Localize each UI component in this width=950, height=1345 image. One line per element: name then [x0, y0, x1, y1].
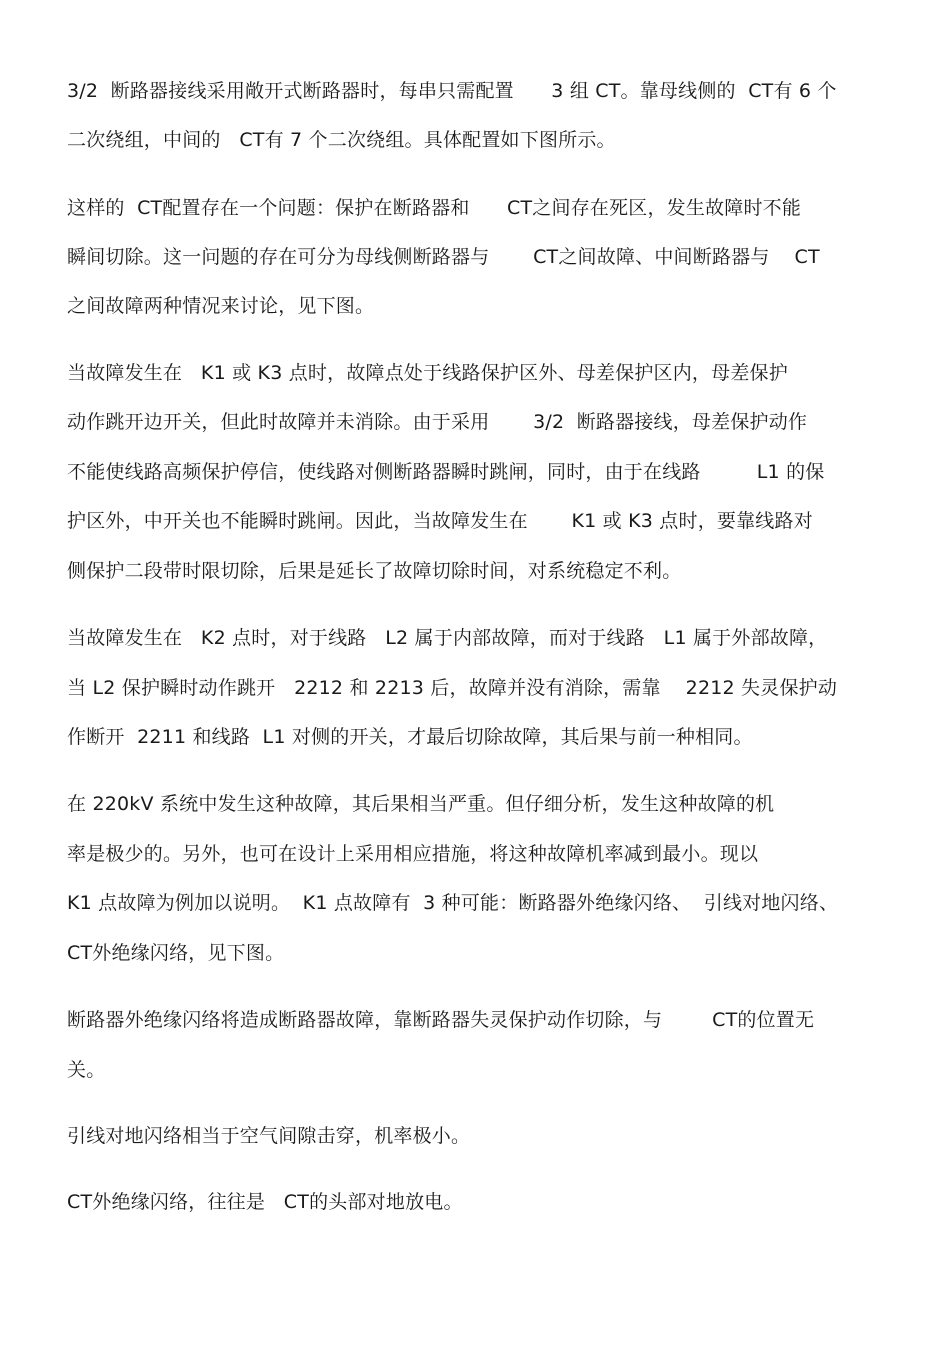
paragraph-3-line-2: 动作跳开边开关，但此时故障并未消除。由于采用 3/2 断路器接线，母差保护动作: [67, 411, 808, 433]
paragraph-2-line-2: 瞬间切除。这一问题的存在可分为母线侧断路器与 CT之间故障、中间断路器与 CT: [67, 246, 820, 268]
paragraph-4-line-3: 作断开 2211 和线路 L1 对侧的开关，才最后切除故障，其后果与前一种相同。: [67, 726, 753, 748]
paragraph-8-line-1: CT外绝缘闪络，往往是 CT的头部对地放电。: [67, 1191, 463, 1213]
paragraph-1-line-1: 3/2 断路器接线采用敞开式断路器时，每串只需配置 3 组 CT。靠母线侧的 CT有 6 个: [67, 80, 837, 102]
paragraph-3-line-1: 当故障发生在 K1 或 K3 点时，故障点处于线路保护区外、母差保护区内，母差保护: [67, 362, 788, 384]
paragraph-5-line-1: 在 220kV 系统中发生这种故障，其后果相当严重。但仔细分析，发生这种故障的机: [67, 793, 775, 815]
paragraph-5-line-4: CT外绝缘闪络，见下图。: [67, 942, 285, 964]
paragraph-3-line-4: 护区外，中开关也不能瞬时跳闸。因此，当故障发生在 K1 或 K3 点时，要靠线路对: [67, 510, 813, 532]
paragraph-5-line-3: K1 点故障为例加以说明。 K1 点故障有 3 种可能：断路器外绝缘闪络、 引线对地闪络、: [67, 892, 839, 914]
paragraph-3-line-3: 不能使线路高频保护停信，使线路对侧断路器瞬时跳闸，同时，由于在线路 L1 的保: [67, 461, 825, 483]
paragraph-6-line-1: 断路器外绝缘闪络将造成断路器故障，靠断路器失灵保护动作切除，与 CT的位置无: [67, 1009, 815, 1031]
paragraph-5-line-2: 率是极少的。另外，也可在设计上采用相应措施，将这种故障机率减到最小。现以: [67, 843, 759, 865]
paragraph-4-line-2: 当 L2 保护瞬时动作跳开 2212 和 2213 后，故障并没有消除，需靠 2212 失灵保护动: [67, 677, 838, 699]
paragraph-4-line-1: 当故障发生在 K2 点时，对于线路 L2 属于内部故障，而对于线路 L1 属于外部故障，: [67, 627, 828, 649]
paragraph-1-line-2: 二次绕组，中间的 CT有 7 个二次绕组。具体配置如下图所示。: [67, 129, 616, 151]
paragraph-7-line-1: 引线对地闪络相当于空气间隙击穿，机率极小。: [67, 1125, 471, 1147]
paragraph-6-line-2: 关。: [67, 1059, 106, 1081]
paragraph-3-line-5: 侧保护二段带时限切除，后果是延长了故障切除时间，对系统稳定不利。: [67, 560, 682, 582]
paragraph-2-line-3: 之间故障两种情况来讨论，见下图。: [67, 295, 375, 317]
paragraph-2-line-1: 这样的 CT配置存在一个问题：保护在断路器和 CT之间存在死区，发生故障时不能: [67, 197, 802, 219]
